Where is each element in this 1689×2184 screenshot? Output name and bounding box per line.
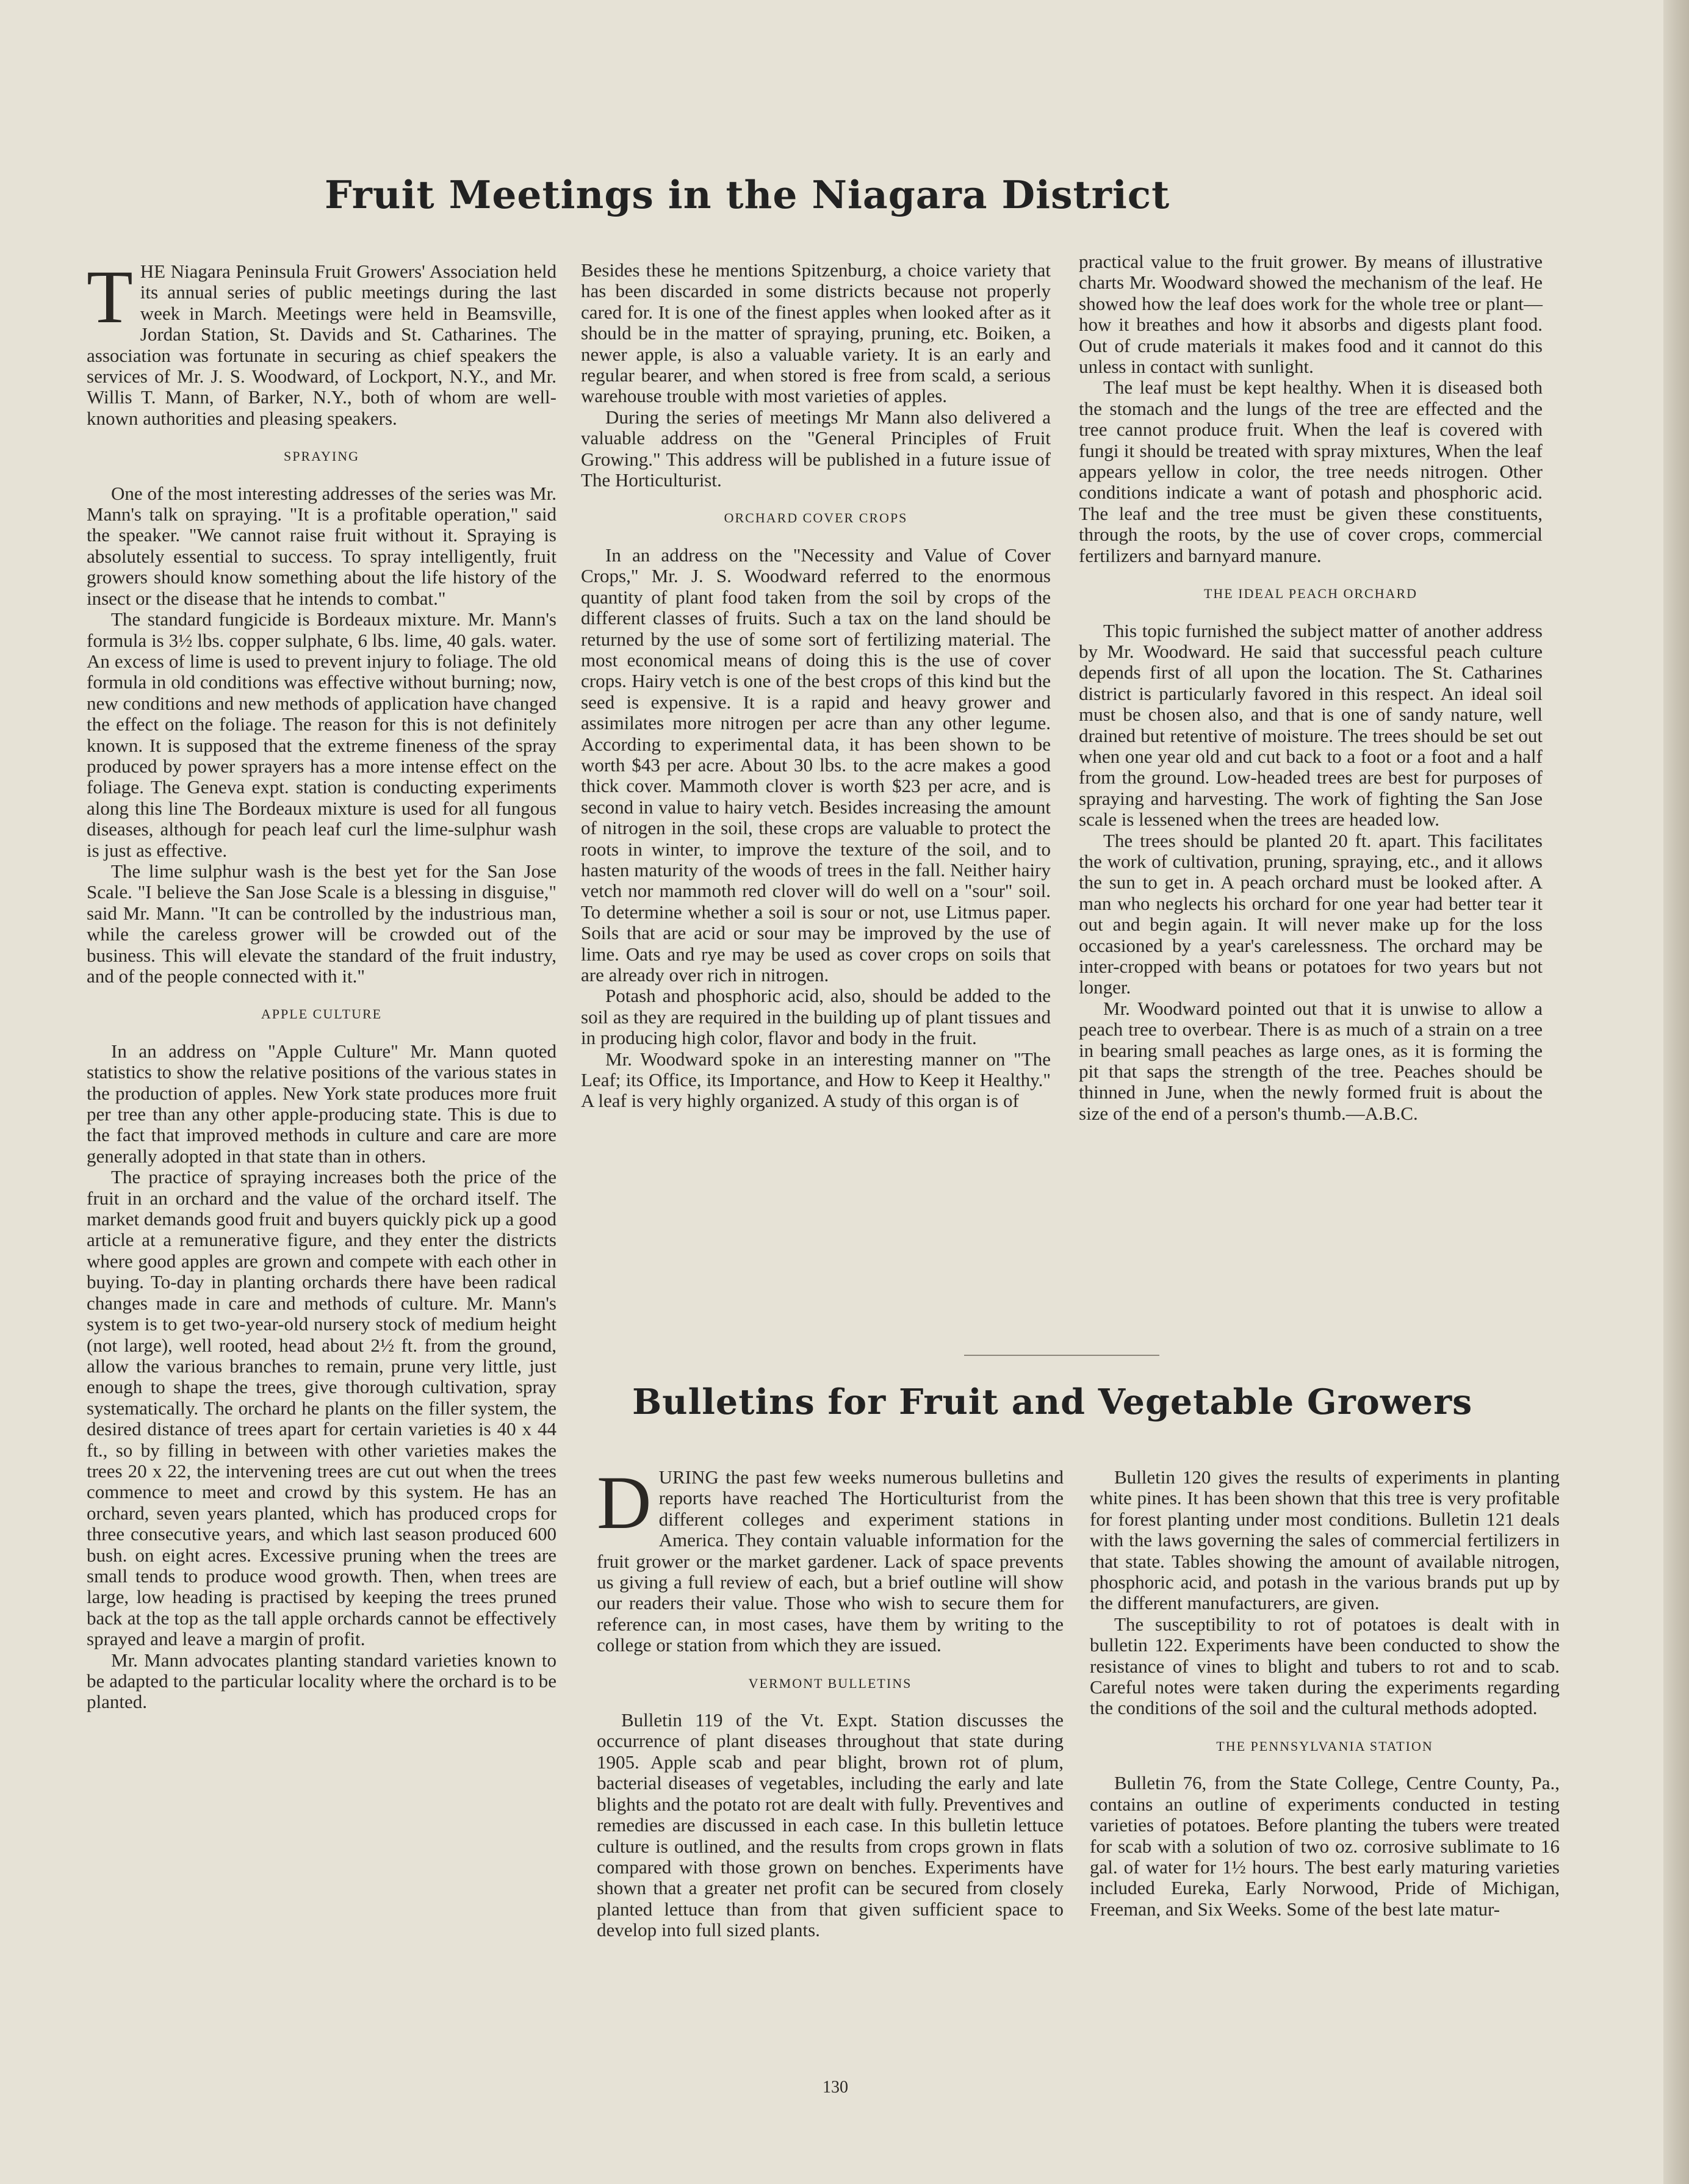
paragraph: Mr. Woodward pointed out that it is unwise to allow a peach tree to overbear. There is as much of a strain on a tree in bearing small peaches as large ones, as it is forming the pit that saps the strength of the tree. Peaches should be thinned in June, when the newly formed fruit is about the size of the end of a person's thumb.—A.B.C.	[1079, 997, 1543, 1124]
intro-text: URING the past few weeks numerous bulletins and reports have reached The Horticulturist from the different colleges and experiment stations in America. They contain valuable information for the fruit grower or the market gardener. Lack of space prevents us giving a full review of each, but a brief outline will show our readers their value. Those who wish to secure them for reference can, in most cases, have them by writing to the college or station from which they are issued.	[597, 1466, 1064, 1656]
paragraph: Besides these he mentions Spitzenburg, a choice variety that has been discarded in some districts because not properly cared for. It is one of the finest apples when looked after as it should be in the matter of spraying, pruning, etc. Boiken, a newer apple, is also a valuable variety. It is an early and regular bearer, and when stored is free from scald, a serious warehouse trouble with most varieties of apples.	[581, 259, 1051, 407]
article1-intro	[87, 255, 556, 429]
article2-column-2	[1090, 1467, 1560, 1920]
paragraph: In an address on the "Necessity and Value of Cover Crops," Mr. J. S. Woodward referred to the enormous quantity of plant food taken from the soil by crops of the different classes of fruits. Such a tax on the land should be returned by the use of some sort of fertilizing material. The most economical means of doing this is the use of cover crops. Hairy vetch is one of the best crops of this kind but the seed is expensive. It is a rapid and heavy grower and assimilates more nitrogen per acre than any other legume. According to experimental data, it has been shown to be worth $43 per acre. About 30 lbs. to the acre makes a good thick cover. Mammoth clover is worth $23 per acre, and is second in value to hairy vetch. Besides increasing the amount of nitrogen in the soil, these crops are valuable to protect the roots in winter, to improve the texture of the soil, and to hasten maturity of the woods of trees in the fall. Neither hairy vetch nor mammoth red clover will do well on a "sour" soil. To determine whether a soil is sour or not, use Litmus paper. Soils that are acid or sour may be improved by the use of lime. Oats and rye may be used as cover crops on soils that are already over rich in nitrogen.	[581, 544, 1051, 986]
paragraph: Bulletin 119 of the Vt. Expt. Station discusses the occurrence of plant diseases throughout that state during 1905. Apple scab and pear blight, brown rot of plum, bacterial diseases of vegetables, including the early and late blights and the potato rot are dealt with fully. Preventives and remedies are discussed in each case. In this bulletin lettuce culture is outlined, and the results from crops grown in flats compared with those grown on benches. Experiments have shown that a greater net profit can be secured from closely planted lettuce than from that given sufficient space to develop into full sized plants.	[597, 1709, 1064, 1941]
intro-text: HE Niagara Peninsula Fruit Growers' Association held its annual series of public meetings during the last week in March. Meetings were held in Beamsville, Jordan Station, St. Davids and St. Catharines. The association was fortunate in securing as chief speakers the services of Mr. J. S. Woodward, of Lockport, N.Y., and Mr. Willis T. Mann, of Barker, N.Y., both of whom are well-known authorities and pleasing speakers.	[87, 261, 556, 429]
paragraph: During the series of meetings Mr Mann also delivered a valuable address on the "General Principles of Fruit Growing." This address will be published in a future issue of The Horticulturist.	[581, 406, 1051, 491]
article1-column-1	[87, 255, 556, 1713]
paragraph: The trees should be planted 20 ft. apart. This facilitates the work of cultivation, pruning, spraying, etc., and it allows the sun to get in. A peach orchard must be looked after. A man who neglects his orchard for one year had better tear it out and begin again. It will never make up for the loss occasioned by a year's carelessness. The orchard may be inter-cropped with beans or potatoes for two years but not longer.	[1079, 829, 1543, 998]
paragraph: Mr. Mann advocates planting standard varieties known to be adapted to the particular locality where the orchard is to be planted.	[87, 1649, 556, 1713]
paragraph: The standard fungicide is Bordeaux mixture. Mr. Mann's formula is 3½ lbs. copper sulphate, 6 lbs. lime, 40 gals. water. An excess of lime is used to prevent injury to foliage. The old formula in old conditions was effective without burning; now, new conditions and new methods of application have changed the effect on the foliage. The reason for this is not definitely known. It is supposed that the extreme fineness of the spray produced by power sprayers has a more intense effect on the foliage. The Geneva expt. station is conducting experiments along this line The Bordeaux mixture is used for all fungous diseases, although for peach leaf curl the lime-sulphur wash is just as effective.	[87, 608, 556, 861]
article-title: Fruit Meetings in the Niagara District	[325, 172, 1170, 217]
article1-column-3	[1079, 251, 1543, 1124]
paragraph: Potash and phosphoric acid, also, should be added to the soil as they are required in the building up of plant tissues and in producing high color, flavor and body in the fruit.	[581, 985, 1051, 1049]
paragraph: The practice of spraying increases both the price of the fruit in an orchard and the value of the orchard itself. The market demands good fruit and buyers quickly pick up a good article at a remunerative figure, and they enter the districts where good apples are grown and compete with each other in buying. To-day in planting orchards there have been radical changes made in care and methods of culture. Mr. Mann's system is to get two-year-old nursery stock of medium height (not large), well rooted, head about 2½ ft. from the ground, allow the various branches to remain, prune very little, just enough to shape the trees, give thorough cultivation, spray systematically. The orchard he plants on the filler system, the desired distance of trees apart for certain varieties is 40 x 44 ft., so by filling in between with other varieties makes the trees 20 x 22, the intervening trees are cut out when the trees commence to meet and crowd by this system. He has an orchard, seven years planted, which has produced crops for three consecutive years, and which last season produced 600 bush. on eight acres. Excessive pruning when the trees are small tends to produce wood growth. Then, when trees are large, low heading is practised by keeping the trees pruned back at the top as the tall apple orchards cannot be effectively sprayed and leave a margin of profit.	[87, 1166, 556, 1650]
section-heading-peach-orchard: THE IDEAL PEACH ORCHARD	[1203, 586, 1418, 602]
article-divider	[964, 1355, 1159, 1356]
drop-cap: T	[87, 255, 133, 339]
article2-intro	[597, 1461, 1064, 1656]
article-title: Bulletins for Fruit and Vegetable Growers	[632, 1382, 1473, 1422]
paragraph: The lime sulphur wash is the best yet for the San Jose Scale. "I believe the San Jose Scale is a blessing in disguise," said Mr. Mann. "It can be controlled by the industrious man, while the careless grower will be crowded out of the business. This will elevate the standard of the fruit industry, and of the people connected with it."	[87, 860, 556, 987]
page-number: 130	[823, 2078, 848, 2097]
section-heading-vermont: VERMONT BULLETINS	[748, 1675, 912, 1691]
paragraph: Bulletin 120 gives the results of experiments in planting white pines. It has been shown that this tree is very profitable for forest planting under most conditions. Bulletin 121 deals with the laws governing the sales of commercial fertilizers in that state. Tables showing the amount of available nitrogen, phosphoric acid, and potash in the various brands put up by the different manufacturers, are given.	[1090, 1466, 1560, 1614]
binding-edge	[1663, 0, 1689, 2184]
paragraph: One of the most interesting addresses of the series was Mr. Mann's talk on spraying. "It is a profitable operation," said the speaker. "We cannot raise fruit without it. Spraying is absolutely essential to success. To spray intelligently, fruit growers should know something about the life history of the insect or the disease that he intends to combat."	[87, 482, 556, 609]
section-heading-spraying: SPRAYING	[283, 449, 359, 464]
section-heading-pennsylvania: THE PENNSYLVANIA STATION	[1216, 1738, 1433, 1754]
paragraph: Mr. Woodward spoke in an interesting manner on "The Leaf; its Office, its Importance, and How to Keep it Healthy." A leaf is very highly organized. A study of this organ is of	[581, 1048, 1051, 1112]
paragraph: Bulletin 76, from the State College, Centre County, Pa., contains an outline of experiments conducted in testing varieties of potatoes. Before planting the tubers were treated for scab with a solution of two oz. corrosive sublimate to 16 gal. of water for 1½ hours. The best early maturing varieties included Eureka, Early Norwood, Pride of Michigan, Freeman, and Six Weeks. Some of the best late matur-	[1090, 1772, 1560, 1920]
paragraph: practical value to the fruit grower. By means of illustrative charts Mr. Woodward showed the mechanism of the leaf. He showed how the leaf does work for the whole tree or plant—how it breathes and how it absorbs and digests plant food. Out of crude materials it makes food and it cannot do this unless in contact with sunlight.	[1079, 251, 1543, 378]
paragraph: The susceptibility to rot of potatoes is dealt with in bulletin 122. Experiments have been conducted to show the resistance of vines to blight and tubers to rot and to scab. Careful notes were taken during the experiments regarding the conditions of the soil and the cultural methods adopted.	[1090, 1613, 1560, 1719]
section-heading-cover-crops: ORCHARD COVER CROPS	[724, 510, 908, 526]
drop-cap: D	[597, 1461, 652, 1544]
paragraph: The leaf must be kept healthy. When it is diseased both the stomach and the lungs of the tree are effected and the tree cannot produce fruit. When the leaf is covered with fungi it should be treated with spray mixtures, When the leaf appears yellow in color, the tree needs nitrogen. Other conditions indicate a want of potash and phosphoric acid. The leaf and the tree must be given these constituents, through the roots, by the use of cover crops, commercial fertilizers and barnyard manure.	[1079, 377, 1543, 566]
article2-column-1	[597, 1461, 1064, 1941]
section-heading-apple-culture: APPLE CULTURE	[261, 1006, 383, 1022]
paragraph: In an address on "Apple Culture" Mr. Mann quoted statistics to show the relative positions of the various states in the production of apples. New York state produces more fruit per tree than any other apple-producing state. This is due to the fact that improved methods in culture and care are more generally adopted in that state than in others.	[87, 1040, 556, 1167]
paragraph: This topic furnished the subject matter of another address by Mr. Woodward. He said that successful peach culture depends first of all upon the location. The St. Catharines district is particularly favored in this respect. An ideal soil must be chosen also, and that is one of sandy nature, well drained but retentive of moisture. The trees should be set out when one year old and cut back to a foot or a foot and a half from the ground. Low-headed trees are best for purposes of spraying and harvesting. The work of fighting the San Jose scale is lessened when the trees are headed low.	[1079, 619, 1543, 831]
article1-column-2	[581, 260, 1051, 1112]
